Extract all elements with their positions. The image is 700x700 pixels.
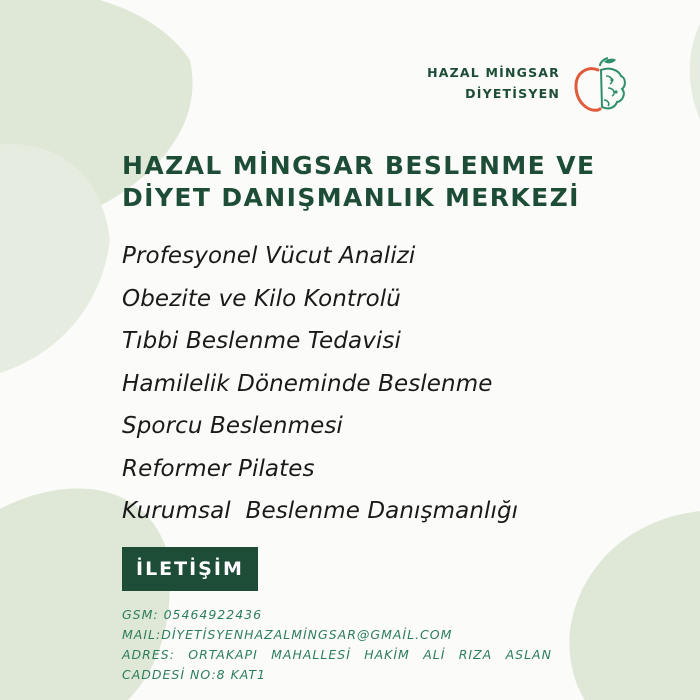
page-title: HAZAL MİNGSAR BESLENME VE DİYET DANIŞMANLIK MERKEZİ	[122, 151, 596, 212]
service-item: Reformer Pilates	[122, 455, 315, 482]
address-word: MAHALLESİ	[271, 647, 351, 662]
service-item: Kurumsal Beslenme Danışmanlığı	[122, 498, 519, 524]
services-list	[122, 238, 518, 536]
address-line1	[122, 645, 552, 665]
apple-brain-icon	[568, 56, 632, 116]
gsm-text: GSM: 05464922436	[122, 607, 263, 622]
brand-name-line1: HAZAL MİNGSAR	[427, 65, 560, 80]
address-word: ALİ	[423, 647, 446, 662]
service-item: Hamilelik Döneminde Beslenme	[122, 370, 493, 397]
address-line2: CADDESİ NO:8 KAT1	[122, 667, 267, 682]
brand-title-line2: DİYETİSYEN	[465, 86, 560, 101]
service-item: Sporcu Beslenmesi	[122, 413, 343, 439]
address-word: HAKİM	[364, 647, 410, 662]
service-item: Profesyonel Vücut Analizi	[122, 243, 416, 269]
email-text: MAIL:DİYETİSYENHAZALMİNGSAR@GMAİL.COM	[122, 627, 453, 642]
contact-label: İLETİŞİM	[122, 547, 258, 591]
address-word: ADRES:	[122, 647, 175, 662]
address-word: RIZA	[458, 647, 493, 662]
brand-name	[427, 62, 560, 104]
address-word: ASLAN	[505, 647, 552, 662]
service-item: Obezite ve Kilo Kontrolü	[122, 285, 401, 312]
address-word: ORTAKAPI	[188, 647, 258, 662]
service-item: Tıbbi Beslenme Tedavisi	[122, 328, 401, 354]
contact-info	[122, 605, 552, 685]
